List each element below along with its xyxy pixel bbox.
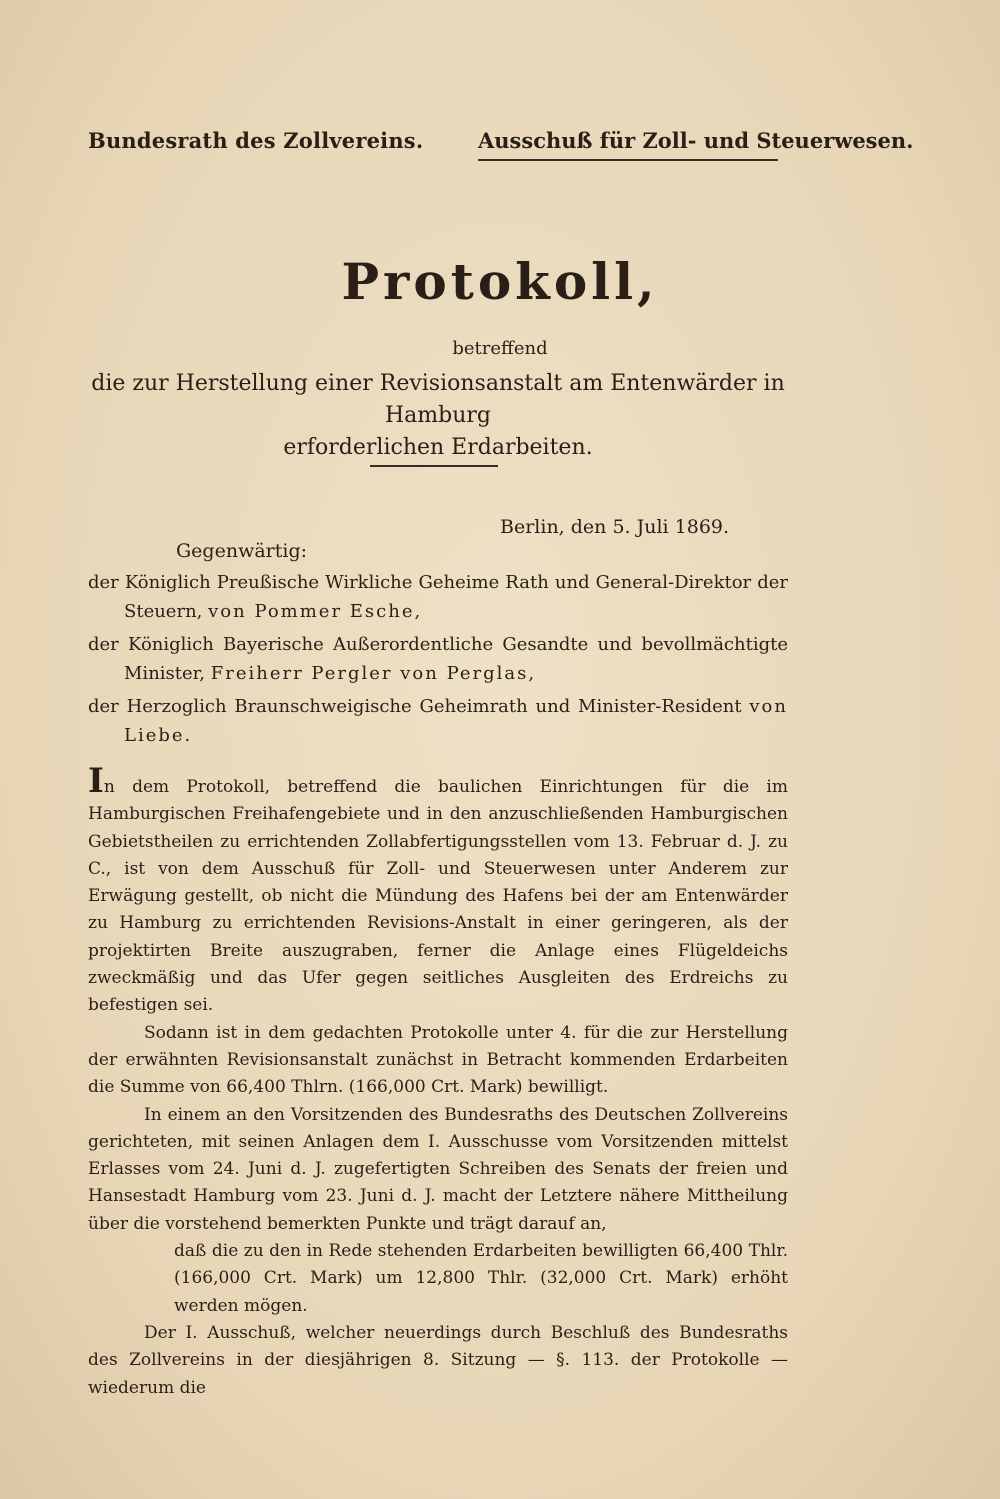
- attendee-item: [88, 630, 788, 688]
- dateline: Berlin, den 5. Juli 1869.: [500, 516, 730, 538]
- document-topic: [88, 368, 788, 464]
- header-underline: [478, 159, 778, 161]
- header-council: Bundesrath des Zollvereins.: [88, 128, 424, 153]
- body-paragraph: In dem Protokoll, betreffend die baulichen Einrichtungen für die im Hamburgischen Freihafengebiete und in den anzuschließenden Hamburgischen Gebietstheilen zu errichtenden Zollabfertigungsstellen vom 13. Februar d. J. zu C., ist von dem Ausschuß für Zoll- und Steuerwesen unter Anderem zur Erwägung gestellt, ob nicht die Mündung des Hafens bei der am Entenwärder zu Hamburg zu errichtenden Revisions-Anstalt in einer geringeren, als der projektirten Breite auszugraben, ferner die Anlage eines Flügeldeichs zweckmäßig und das Ufer gegen seitliches Ausgleiten des Erdreichs zu befestigen sei.: [88, 761, 788, 1016]
- topic-line-2: erforderlichen Erdarbeiten.: [283, 435, 593, 460]
- attendee-name: von Liebe.: [124, 696, 788, 746]
- body-paragraph: In einem an den Vorsitzenden des Bundesraths des Deutschen Zollvereins gerichteten, mit seinen Anlagen dem I. Ausschusse vom Vorsitzenden mittelst Erlasses vom 24. Juni d. J. zugefertigten Schreiben des Senats der freien und Hansestadt Hamburg vom 23. Juni d. J. macht der Letztere nähere Mittheilung über die vorstehend bemerkten Punkte und trägt darauf an,: [88, 1104, 788, 1234]
- document-subtitle: betreffend: [452, 338, 548, 359]
- attendee-title: der Königlich Preußische Wirkliche Geheime Rath und General-Direktor der Steuern,: [88, 572, 788, 622]
- separator-rule: [370, 465, 498, 467]
- attendee-item: [88, 692, 788, 750]
- document-title: Protokoll,: [341, 252, 659, 311]
- attendee-item: [88, 568, 788, 626]
- header-committee-text: Ausschuß für Zoll- und Steuerwesen.: [478, 128, 914, 153]
- attendee-title: der Herzoglich Braunschweigische Geheimrath und Minister-Resident: [88, 696, 742, 717]
- present-label: Gegenwärtig:: [176, 540, 308, 562]
- body-paragraph: Sodann ist in dem gedachten Protokolle unter 4. für die zur Herstellung der erwähnten Revisionsanstalt zunächst in Betracht kommenden Erdarbeiten die Summe von 66,400 Thlrn. (166,000 Crt. Mark) bewilligt.: [88, 1022, 788, 1098]
- body-quote: daß die zu den in Rede stehenden Erdarbeiten bewilligten 66,400 Thlr. (166,000 Crt. Mark) um 12,800 Thlr. (32,000 Crt. Mark) erhöht werden mögen.: [174, 1241, 788, 1316]
- attendee-title: der Königlich Bayerische Außerordentliche Gesandte und bevollmächtigte Minister,: [88, 634, 788, 684]
- topic-line-1: die zur Herstellung einer Revisionsanstalt am Entenwärder in Hamburg: [91, 371, 785, 428]
- header-committee: [478, 128, 914, 161]
- attendee-list: [88, 568, 788, 754]
- document-body: [88, 761, 788, 1402]
- attendee-name: von Pommer Esche,: [208, 601, 423, 622]
- body-paragraph: Der I. Ausschuß, welcher neuerdings durch Beschluß des Bundesraths des Zollvereins in der diesjährigen 8. Sitzung — §. 113. der Protokolle — wiederum die: [88, 1322, 788, 1398]
- attendee-name: Freiherr Pergler von Perglas,: [210, 663, 537, 684]
